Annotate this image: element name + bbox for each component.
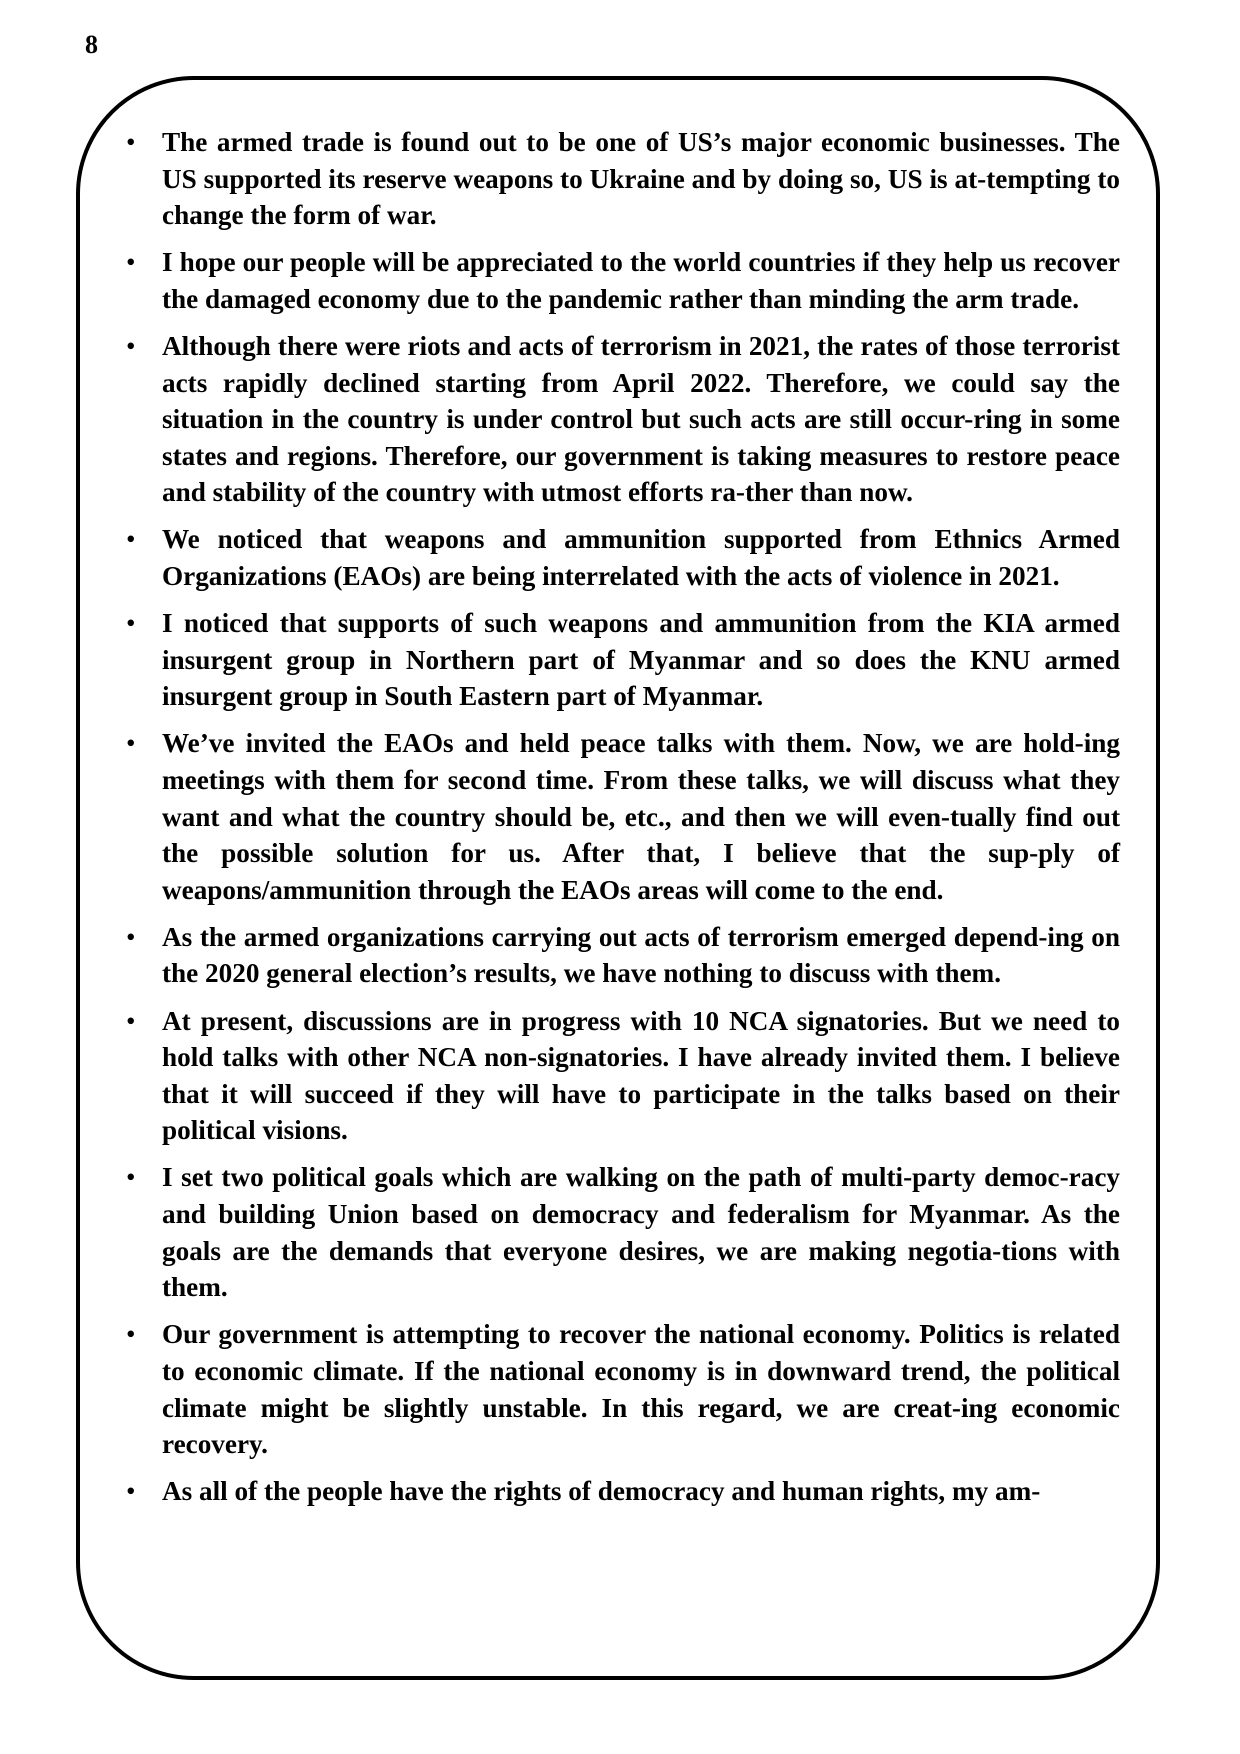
bullet-icon: • [126, 127, 136, 157]
list-item [118, 1159, 1120, 1305]
list-item [118, 605, 1120, 715]
page-number: 8 [85, 30, 98, 59]
list-item [118, 124, 1120, 234]
bullet-text: Our government is attempting to recover the national economy. Politics is related to economic climate. If the national economy is in downward trend, the political climate might be slightly unstable. In this regard, we are creat-ing economic recovery. [162, 1319, 1120, 1460]
bullet-text: We’ve invited the EAOs and held peace talks with them. Now, we are hold-ing meetings with them for second time. From these talks, we will discuss what they want and what the country should be, etc., and then we will even-tually find out the possible solution for us. After that, I believe that the sup-ply of weapons/ammunition through the EAOs areas will come to the end. [162, 728, 1120, 905]
bullet-icon: • [126, 921, 136, 952]
bullet-text: I set two political goals which are walking on the path of multi-party democ-racy and building Union based on democracy and federalism for Myanmar. As the goals are the demands that everyone desires, we are making negotia-tions with them. [162, 1162, 1120, 1303]
list-item [118, 1003, 1120, 1149]
bullet-text: I hope our people will be appreciated to the world countries if they help us recover the damaged economy due to the pandemic rather than minding the arm trade. [162, 247, 1120, 314]
bullet-icon: • [126, 1476, 136, 1507]
bullet-list [118, 124, 1120, 1510]
list-item [118, 328, 1120, 511]
bullet-text: I noticed that supports of such weapons and ammunition from the KIA armed insurgent group in Northern part of Myanmar and so does the KNU armed insurgent group in South Eastern part of Myanmar. [162, 608, 1120, 712]
bullet-icon: • [126, 1162, 136, 1193]
bullet-icon: • [126, 1005, 136, 1036]
list-item [118, 521, 1120, 594]
bullet-icon: • [126, 247, 136, 278]
bullet-icon: • [126, 608, 136, 639]
list-item [118, 1316, 1120, 1462]
bullet-icon: • [126, 330, 136, 361]
bullet-text: At present, discussions are in progress with 10 NCA signatories. But we need to hold talks with other NCA non-signatories. I have already invited them. I believe that it will succeed if they will have to participate in the talks based on their political visions. [162, 1005, 1120, 1146]
bullet-icon: • [126, 728, 136, 759]
list-item [118, 244, 1120, 317]
list-item [118, 919, 1120, 992]
bullet-text: As all of the people have the rights of democracy and human rights, my am- [162, 1476, 1041, 1507]
bullet-text: The armed trade is found out to be one of US’s major economic businesses. The US supported its reserve weapons to Ukraine and by doing so, US is at-tempting to change the form of war. [162, 127, 1120, 231]
bullet-icon: • [126, 1319, 136, 1350]
bullet-text: Although there were riots and acts of terrorism in 2021, the rates of those terrorist acts rapidly declined starting from April 2022. Therefore, we could say the situation in the country is under control but such acts are still occur-ring in some states and regions. Therefore, our government is taking measures to restore peace and stability of the country with utmost efforts ra-ther than now. [162, 330, 1120, 508]
list-item [118, 1473, 1120, 1510]
list-item [118, 725, 1120, 908]
bullet-icon: • [126, 524, 136, 555]
bullet-text: We noticed that weapons and ammunition supported from Ethnics Armed Organizations (EAOs) are being interrelated with the acts of violence in 2021. [162, 524, 1120, 592]
bullet-text: As the armed organizations carrying out acts of terrorism emerged depend-ing on the 2020 general election’s results, we have nothing to discuss with them. [162, 921, 1120, 989]
